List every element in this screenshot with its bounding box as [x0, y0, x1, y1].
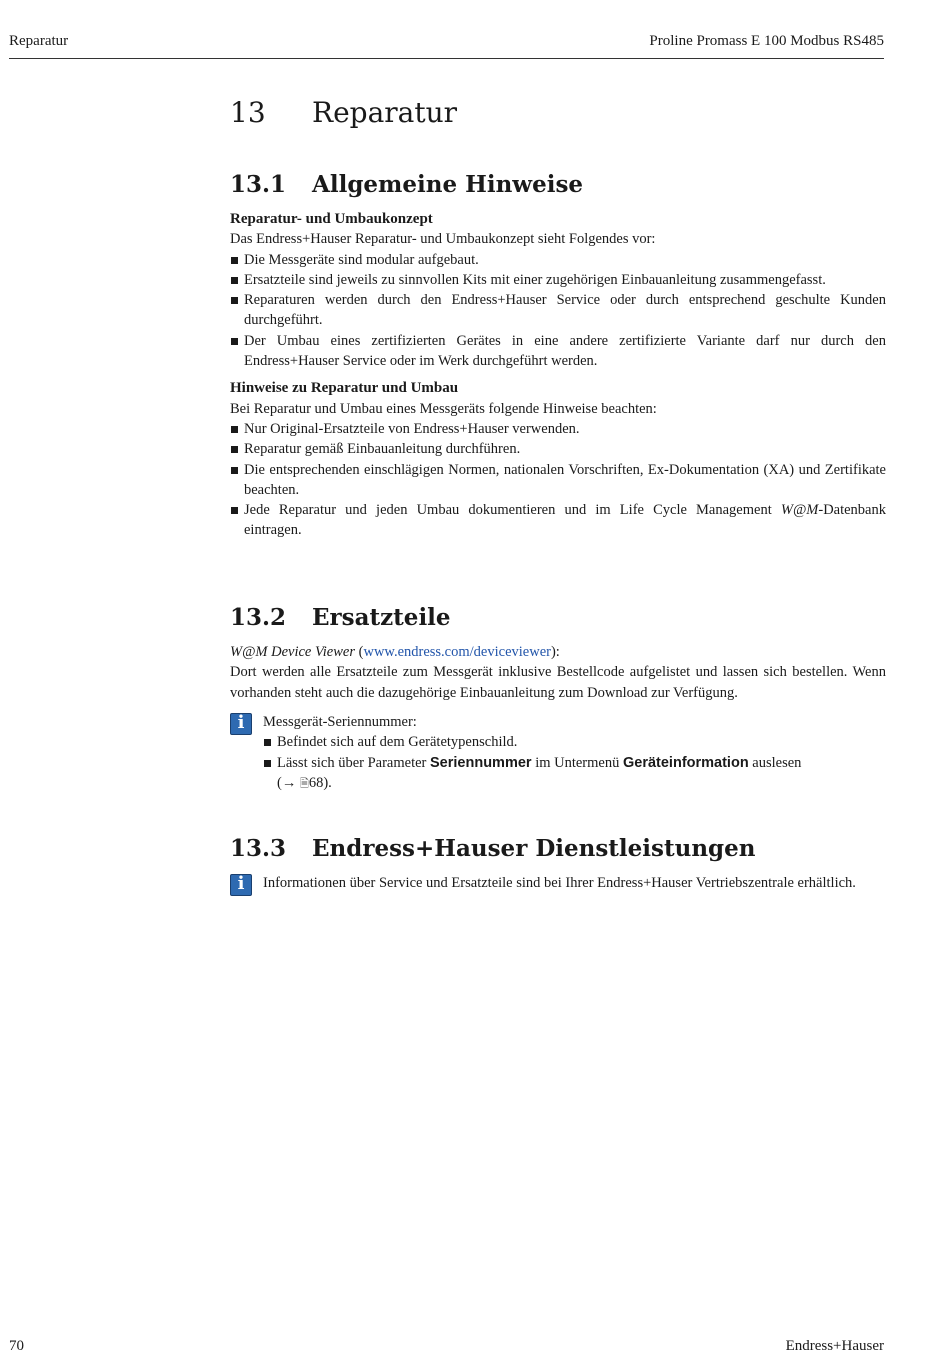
section-number: 13.1 [230, 171, 287, 198]
list-item: Reparatur gemäß Einbauanleitung durchführen. [230, 439, 886, 459]
ref-arrow: (→ [277, 774, 300, 791]
section-heading-13-1 [230, 171, 583, 198]
section-heading-13-3 [230, 835, 756, 862]
section-number: 13.2 [230, 604, 287, 631]
page-number: 70 [9, 1338, 24, 1354]
list-item: Ersatzteile sind jeweils zu sinnvollen Kits mit einer zugehörigen Einbauanleitung zusammengefasst. [230, 270, 886, 290]
section-number: 13.3 [230, 835, 287, 862]
submenu-name: Geräteinformation [622, 754, 749, 771]
section-heading-13-2 [230, 604, 451, 631]
page-icon: 🗎 [299, 777, 309, 790]
concept-intro: Das Endress+Hauser Reparatur- und Umbaukonzept sieht Folgendes vor: [230, 231, 656, 248]
device-viewer-line [230, 642, 886, 662]
list-item-text: Jede Reparatur und jeden Umbau dokumentieren und im Life Cycle Management [244, 502, 781, 519]
subheading-hints: Hinweise zu Reparatur und Umbau [230, 380, 459, 397]
list-item: Die entsprechenden einschlägigen Normen, nationalen Vorschriften, Ex-Dokumentation (XA) und Zertifikate beachten. [230, 460, 886, 501]
paren-open: ( [355, 644, 364, 660]
note-list [263, 732, 886, 794]
list-item: Nur Original-Ersatzteile von Endress+Hauser verwenden. [230, 419, 886, 439]
concept-list [230, 250, 886, 372]
list-item-text: im Untermenü [531, 754, 623, 771]
parameter-name: Seriennummer [430, 754, 532, 771]
list-item [230, 500, 886, 541]
info-icon [230, 713, 252, 735]
ref-page-number: 68 [308, 774, 324, 791]
section-13-2-body [230, 642, 886, 703]
footer-brand: Endress+Hauser [785, 1338, 884, 1354]
paren-close: ): [550, 644, 560, 660]
info-icon [230, 874, 252, 896]
list-item: Reparaturen werden durch den Endress+Hauser Service oder durch entsprechend geschulte Kunden durchgeführt. [230, 290, 886, 331]
device-viewer-link[interactable]: www.endress.com/deviceviewer [363, 644, 551, 660]
section-title: Ersatzteile [312, 604, 451, 631]
list-item: Der Umbau eines zertifizierten Gerätes in eine andere zertifizierte Variante darf nur durch den Endress+Hauser Service oder im Werk durchgeführt werden. [230, 331, 886, 372]
wm-label: W@M [780, 502, 819, 519]
service-note [230, 873, 886, 893]
section-13-1-body [230, 209, 886, 541]
list-item: Befindet sich auf dem Gerätetypenschild. [263, 732, 886, 752]
hints-list [230, 419, 886, 541]
chapter-title: Reparatur [312, 96, 458, 129]
header-section-title: Reparatur [9, 33, 69, 49]
list-item-text: auslesen [748, 754, 802, 771]
list-item [263, 753, 886, 795]
page-ref[interactable] [277, 775, 332, 791]
note-title: Messgerät-Seriennummer: [263, 714, 417, 730]
header-divider [9, 58, 884, 59]
chapter-heading [230, 96, 457, 129]
header-document-title: Proline Promass E 100 Modbus RS485 [649, 33, 884, 49]
ref-close: ). [323, 774, 332, 791]
subheading-concept: Reparatur- und Umbaukonzept [230, 211, 433, 227]
list-item-text: Lässt sich über Parameter [277, 754, 431, 771]
service-note-text: Informationen über Service und Ersatzteile sind bei Ihrer Endress+Hauser Vertriebszentrale erhältlich. [263, 875, 856, 891]
section-title: Endress+Hauser Dienstleistungen [312, 835, 756, 862]
spare-parts-text: Dort werden alle Ersatzteile zum Messgerät inklusive Bestellcode aufgelistet und lassen sich bestellen. Wenn vorhanden steht auch die dazugehörige Einbauanleitung zum Download zur Verfügung. [230, 664, 886, 701]
chapter-number: 13 [230, 96, 266, 129]
list-item: Die Messgeräte sind modular aufgebaut. [230, 250, 886, 270]
device-viewer-label: W@M Device Viewer [230, 644, 355, 660]
section-title: Allgemeine Hinweise [312, 171, 584, 198]
serial-number-note [230, 712, 886, 794]
list-item-text: -Datenbank eintragen. [244, 502, 886, 539]
hints-intro: Bei Reparatur und Umbau eines Messgeräts folgende Hinweise beachten: [230, 400, 657, 417]
